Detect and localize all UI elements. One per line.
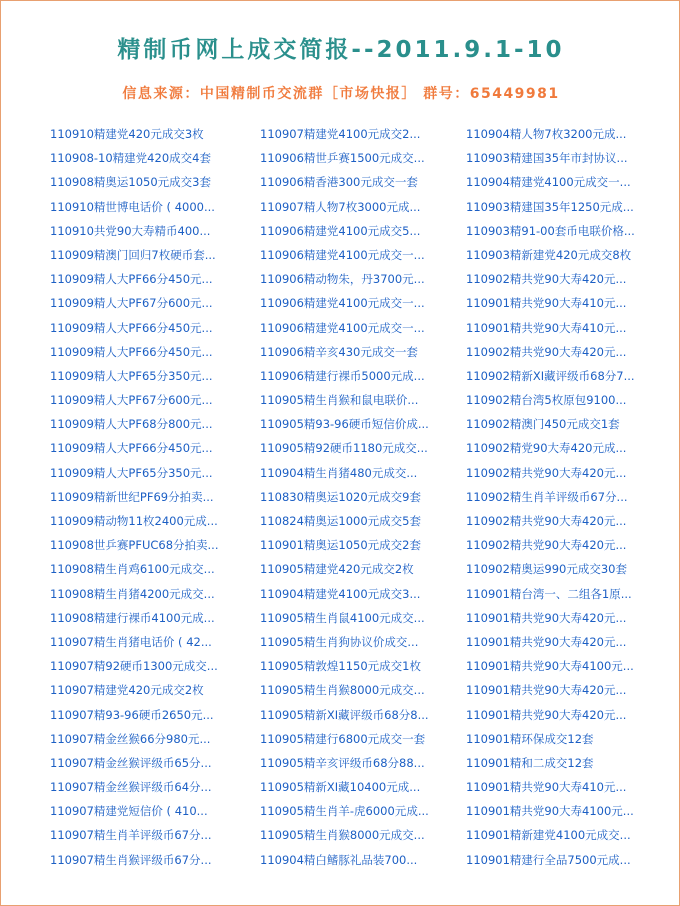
list-item-link[interactable]: 110907精生肖猪电话价 ( 42... [50,634,212,649]
list-item-link[interactable]: 110909精动物11枚2400元成... [50,514,218,528]
list-item-link[interactable]: 110902精共党90大寿420元... [466,344,627,359]
list-item-link[interactable]: 110902精共党90大寿420元... [466,465,627,480]
list-item-link[interactable]: 110907精生肖羊评级币67分... [50,828,212,843]
list-item-link[interactable]: 110907精金丝猴评级币65分... [50,755,212,770]
list-item-link[interactable]: 110905精生肖鼠4100元成交... [260,610,425,625]
list-item-link[interactable]: 110907精建党短信价 ( 410... [50,804,208,819]
list-item-link[interactable]: 110901精台湾一、二组各1原... [466,586,632,601]
list-item-link[interactable]: 110904精生肖猪480元成交... [260,465,418,480]
list-item-link[interactable]: 110909精新世纪PF69分拍卖... [50,489,214,504]
list-item-link[interactable]: 110909精人大PF66分450元... [50,320,213,335]
list-item-link[interactable]: 110906精建党4100元成交一... [260,320,425,335]
list-item-link[interactable]: 110901精共党90大寿420元... [466,683,627,698]
list-item-link[interactable]: 110906精建党4100元成交一... [260,247,425,262]
list-item-link[interactable]: 110902精澳门450元成交1套 [466,417,620,432]
list-item-link[interactable]: 110901精共党90大寿410元... [466,296,627,311]
list-item-link[interactable]: 110906精建党4100元成交5... [260,223,421,238]
source-line: 信息来源：中国精制币交流群［市场快报］ 群号：65449981 [122,86,560,102]
list-item-link[interactable]: 110906精建行裸币5000元成... [260,368,425,383]
list-item-link[interactable]: 110902精党90大寿420元成... [466,441,627,456]
list-item-link[interactable]: 110901精共党90大寿420元... [466,707,627,722]
list-item-link[interactable]: 110907精人物7枚3000元成... [260,199,421,214]
list-item-link[interactable]: 110905精生肖羊-虎6000元成... [260,804,429,819]
list-item-link[interactable]: 110901精建行全品7500元成... [466,852,631,867]
list-item-link[interactable]: 110902精生肖羊评级币67分... [466,489,628,504]
list-item-link[interactable]: 110908世乒赛PFUC68分拍卖... [50,538,219,553]
list-item-link[interactable]: 110901精共党90大寿410元... [466,320,627,335]
list-item-link[interactable]: 110909精人大PF66分450元... [50,272,213,287]
list-item-link[interactable]: 110908-10精建党420成交4套 [50,151,211,166]
list-item-link[interactable]: 110901精共党90大寿410元... [466,780,627,795]
list-item-link[interactable]: 110906精建党4100元成交一... [260,296,425,311]
list-item-link[interactable]: 110910共党90大寿精币400... [50,223,211,238]
list-item-link[interactable]: 110907精金丝猴66分980元... [50,731,211,746]
list-item-link[interactable]: 110905精92硬币1180元成交... [260,441,428,456]
list-item-link[interactable]: 110905精建党420元成交2枚 [260,562,414,577]
list-column-2 [260,125,429,875]
list-item-link[interactable]: 110909精人大PF67分600元... [50,393,213,408]
list-item-link[interactable]: 110908精建行裸币4100元成... [50,610,215,625]
list-item-link[interactable]: 110905精生肖猴8000元成交... [260,683,425,698]
list-item-link[interactable]: 110907精93-96硬币2650元... [50,707,214,722]
list-item-link[interactable]: 110905精辛亥评级币68分88... [260,755,425,770]
list-item-link[interactable]: 110908精奥运1050元成交3套 [50,175,211,190]
list-item-link[interactable]: 110902精共党90大寿420元... [466,514,627,528]
list-item-link[interactable]: 110902精奥运990元成交30套 [466,562,627,577]
list-item-link[interactable]: 110909精人大PF66分450元... [50,344,213,359]
list-item-link[interactable]: 110901精共党90大寿420元... [466,610,627,625]
list-item-link[interactable]: 110902精台湾5枚原包9100... [466,393,627,408]
list-item-link[interactable]: 110903精建国35年市封协议... [466,151,628,166]
list-item-link[interactable]: 110905精生肖猴8000元成交... [260,828,425,843]
list-item-link[interactable]: 110901精共党90大寿4100元... [466,659,634,674]
list-item-link[interactable]: 110907精建党420元成交2枚 [50,683,204,698]
list-item-link[interactable]: 110907精生肖猴评级币67分... [50,852,212,867]
list-item-link[interactable]: 110910精建党420元成交3枚 [50,127,204,141]
list-item-link[interactable]: 110906精香港300元成交一套 [260,175,418,190]
list-item-link[interactable]: 110909精人大PF68分800元... [50,417,213,432]
list-item-link[interactable]: 110909精人大PF67分600元... [50,296,213,311]
list-item-link[interactable]: 110901精共党90大寿420元... [466,634,627,649]
list-item-link[interactable]: 110905精新XI藏10400元成... [260,780,421,795]
list-item-link[interactable]: 110908精生肖猪4200元成交... [50,586,215,601]
list-item-link[interactable]: 110904精建党4100元成交3... [260,586,421,601]
list-item-link[interactable]: 110901精和二成交12套 [466,755,594,770]
list-item-link[interactable]: 110905精生肖狗协议价成交... [260,634,419,649]
list-item-link[interactable]: 110907精92硬币1300元成交... [50,659,218,674]
list-item-link[interactable]: 110903精建国35年1250元成... [466,199,634,214]
list-item-link[interactable]: 110907精金丝猴评级币64分... [50,780,212,795]
list-column-1 [50,125,219,875]
list-item-link[interactable]: 110909精人大PF65分350元... [50,368,213,383]
page-title: 精制币网上成交简报--2011.9.1-10 [117,37,565,63]
list-item-link[interactable]: 110905精建行6800元成交一套 [260,731,426,746]
list-item-link[interactable]: 110910精世博电话价 ( 4000... [50,199,215,214]
list-item-link[interactable]: 110902精共党90大寿420元... [466,272,627,287]
list-item-link[interactable]: 110904精白鳍豚礼品装700... [260,852,418,867]
list-item-link[interactable]: 110908精生肖鸡6100元成交... [50,562,215,577]
list-item-link[interactable]: 110909精人大PF65分350元... [50,465,213,480]
list-item-link[interactable]: 110905精生肖猴和鼠电联价... [260,393,419,408]
list-column-3 [466,125,635,875]
list-item-link[interactable]: 110902精新XI藏评级币68分7... [466,368,635,383]
list-item-link[interactable]: 110906精辛亥430元成交一套 [260,344,418,359]
list-item-link[interactable]: 110830精奥运1020元成交9套 [260,489,421,504]
list-item-link[interactable]: 110903精新建党420元成交8枚 [466,247,632,262]
list-item-link[interactable]: 110906精动物朱，丹3700元... [260,272,425,287]
list-item-link[interactable]: 110902精共党90大寿420元... [466,538,627,553]
list-item-link[interactable]: 110905精新XI藏评级币68分8... [260,707,429,722]
list-item-link[interactable]: 110824精奥运1000元成交5套 [260,514,421,528]
list-item-link[interactable]: 110901精环保成交12套 [466,731,594,746]
list-item-link[interactable]: 110906精世乒赛1500元成交... [260,151,425,166]
list-item-link[interactable]: 110905精敦煌1150元成交1枚 [260,659,421,674]
list-item-link[interactable]: 110901精新建党4100元成交... [466,828,631,843]
list-item-link[interactable]: 110901精共党90大寿4100元... [466,804,634,819]
list-item-link[interactable]: 110905精93-96硬币短信价成... [260,417,429,432]
list-item-link[interactable]: 110909精人大PF66分450元... [50,441,213,456]
list-item-link[interactable]: 110909精澳门回归7枚硬币套... [50,247,216,262]
list-item-link[interactable]: 110903精91-00套币电联价格... [466,223,635,238]
list-item-link[interactable]: 110904精人物7枚3200元成... [466,127,627,141]
list-item-link[interactable]: 110904精建党4100元成交一... [466,175,631,190]
list-item-link[interactable]: 110901精奥运1050元成交2套 [260,538,421,553]
list-item-link[interactable]: 110907精建党4100元成交2... [260,127,421,141]
